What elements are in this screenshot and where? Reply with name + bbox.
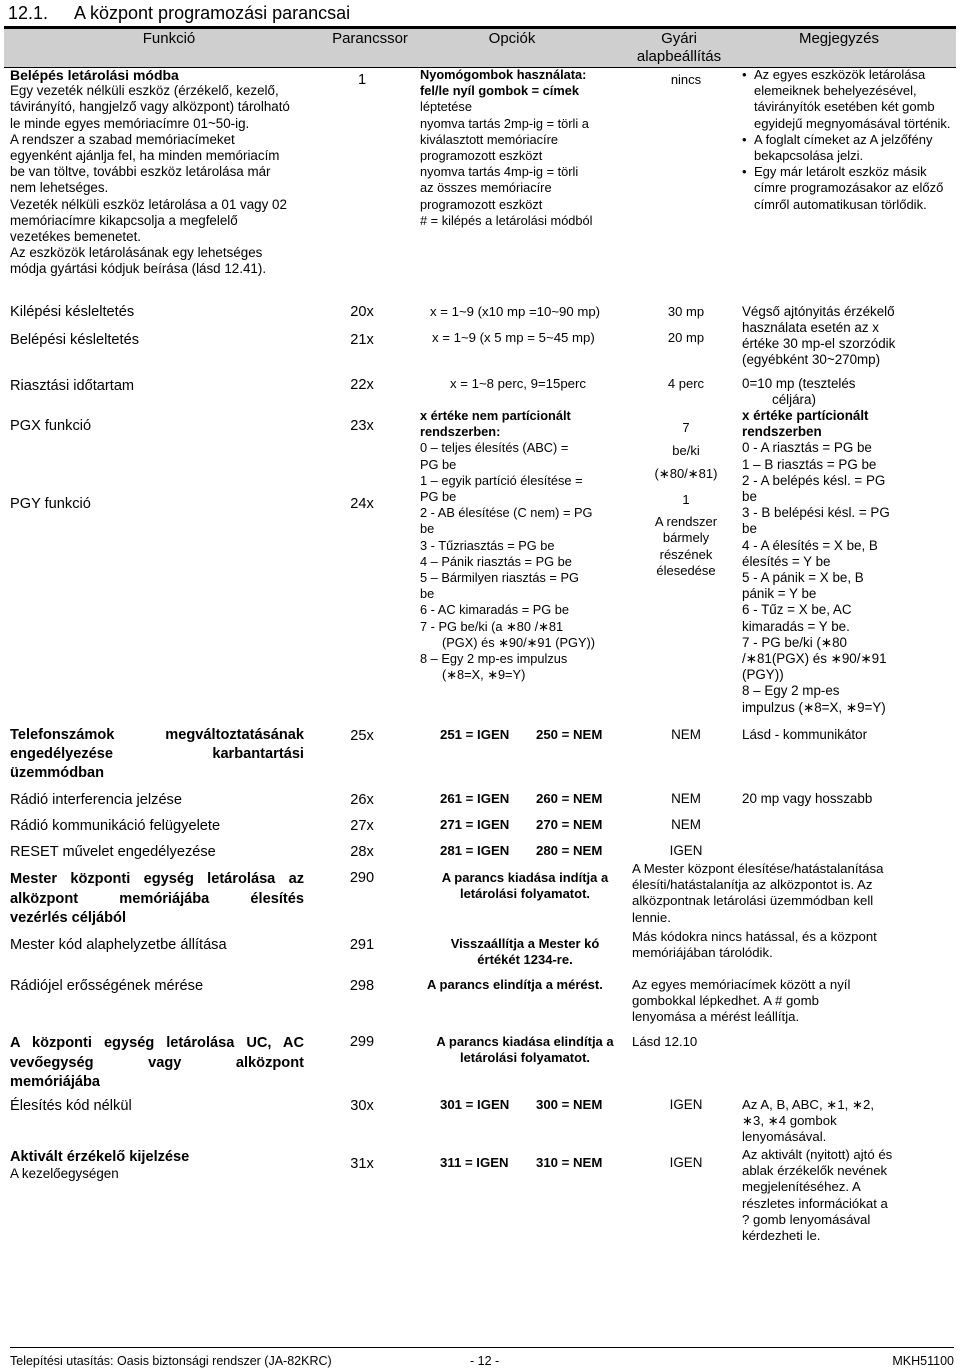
header-megjegyzes: Megjegyzés [798, 30, 880, 47]
row9-option-no: 270 = NEM [536, 817, 603, 832]
row8-command: 26x [350, 792, 374, 808]
row4-options: x = 1~8 perc, 9=15perc [450, 376, 586, 391]
row8-note: 20 mp vagy hosszabb [742, 791, 873, 806]
row1-line: be van töltve, további eszköz letárolása már [10, 164, 271, 180]
row14-title-line: vevőegység vagy alközpont [10, 1054, 304, 1071]
row6-default-line: 1 [682, 492, 690, 507]
row3-command: 21x [350, 332, 374, 348]
row1-note-item: • A foglalt címeket az A jelzőfény bekapcsolása jelzi. [742, 132, 952, 164]
row1-line: nem lehetséges. [10, 180, 109, 196]
row1-line: távirányító, hangjelző vagy alközpont) tárolható [10, 99, 290, 115]
row16-note [742, 1147, 952, 1244]
row5-opt-line: 2 - AB élesítése (C nem) = PG [420, 505, 593, 521]
row11-title-line: Mester központi egység letárolása az [10, 871, 304, 887]
row16-function [10, 1148, 304, 1182]
row11-title-line: alközpont memóriájába élesítés [10, 890, 304, 907]
row16-note-line: ? gomb lenyomásával [742, 1211, 871, 1227]
row1-line: le minde egyes memóriacímre 01~50-ig. [10, 115, 250, 131]
row14-opt-line: A parancs kiadása elindítja a [436, 1034, 614, 1049]
row7-title-word: megváltoztatásának [165, 727, 304, 743]
row11-note-line: alközpontnak letárolási üzemmódban kell [632, 893, 874, 909]
row4-note [742, 376, 952, 408]
footer-document-code: MKH51100 [892, 1354, 954, 1368]
header-opciok: Opciók [488, 30, 536, 47]
row13-note-line: Az egyes memóriacímek között a nyíl [632, 977, 851, 992]
row15-option-yes: 301 = IGEN [440, 1097, 510, 1112]
row1-opt-line: Nyomógombok használata: [420, 67, 587, 82]
row4-title: Riasztási időtartam [10, 378, 135, 394]
row11-opt-line: letárolási folyamatot. [459, 886, 591, 902]
row5-title: PGX funkció [10, 418, 92, 434]
row3-note [742, 320, 952, 369]
row5-note-line: 6 - Tűz = X be, AC [742, 602, 852, 618]
row4-note-line: 0=10 mp (tesztelés [742, 376, 856, 391]
row9-title: Rádió kommunikáció felügyelete [10, 818, 221, 834]
footer-page-number: - 12 - [470, 1354, 500, 1368]
table-header [4, 28, 956, 68]
row5-opt-line: be [420, 521, 435, 537]
row5-options [420, 408, 632, 683]
row6-default-line: A rendszer [654, 514, 718, 530]
row11-options [420, 870, 630, 902]
row5-note-line: x értéke partícionált [742, 408, 869, 423]
row12-command: 291 [349, 937, 375, 953]
row9-default: NEM [671, 817, 701, 832]
row5-note-line: kimaradás = Y be. [742, 618, 850, 634]
header-funkcio: Funkció [142, 30, 196, 47]
row1-note-item: • Az egyes eszközök letárolása elemeiknek behelyezésével, távirányítók esetében két gomb egyidejű megnyomásával történik. [742, 67, 952, 132]
row5-opt-line: (PGX) és ∗90/∗91 (PGY)) [442, 634, 596, 650]
row11-title [10, 870, 304, 929]
row16-subtitle: A kezelőegységen [10, 1166, 119, 1181]
row12-note-line: Más kódokra nincs hatással, és a központ [632, 929, 877, 944]
row16-default: IGEN [669, 1155, 703, 1170]
row1-line: egyenként ajánlja fel, ha minden memóriacím [10, 148, 280, 164]
row1-note-item: • Egy már letárolt eszköz másik címre programozásakor az előző címről automatikusan törlődik. [742, 164, 952, 213]
row7-title [10, 726, 304, 783]
row13-title: Rádiójel erősségének mérése [10, 978, 204, 994]
row2-command: 20x [350, 304, 374, 320]
row1-opt-line: nyomva tartás 2mp-ig = törli a [420, 115, 589, 131]
row8-option-yes: 261 = IGEN [440, 791, 510, 806]
section-number: 12.1. [8, 3, 49, 23]
row10-default: IGEN [669, 843, 703, 858]
row2-note: Végső ajtónyitás érzékelő [742, 304, 895, 319]
row1-opt-line: fel/le nyíl gombok = címek [420, 83, 579, 99]
row1-command: 1 [357, 72, 367, 88]
row5-default-line: be/ki [672, 443, 700, 458]
row13-command: 298 [349, 978, 375, 994]
row2-options: x = 1~9 (x10 mp =10~90 mp) [430, 304, 601, 319]
row15-note [742, 1097, 952, 1146]
row1-line: vezetékes bemenetet. [10, 229, 142, 245]
row1-opt-line: az összes memóriacíre [420, 180, 552, 196]
row1-title: Belépés letárolási módba [10, 67, 179, 83]
row1-notes [742, 67, 952, 213]
row16-option-yes: 311 = IGEN [440, 1155, 509, 1170]
row1-line: Vezeték nélküli eszköz letárolása a 01 vagy 02 [10, 196, 287, 212]
row5-opt-line: 1 – egyik partíció élesítése = [420, 472, 583, 488]
row13-note-line: lenyomása a mérést leállítja. [632, 1009, 800, 1025]
row5-opt-line: PG be [420, 489, 457, 505]
row12-note [632, 929, 898, 961]
row12-title: Mester kód alaphelyzetbe állítása [10, 937, 227, 953]
row3-default: 20 mp [667, 330, 705, 345]
footer-document-title: Telepítési utasítás: Oasis biztonsági rendszer (JA-82KRC) [10, 1354, 332, 1368]
section-heading [4, 2, 956, 28]
row12-options [420, 936, 630, 968]
row1-line: módja gyártási kódjuk beírása (lásd 12.41). [10, 261, 267, 277]
row5-opt-line: 8 – Egy 2 mp-es impulzus [420, 651, 568, 667]
row1-opt-line: programozott eszközt [420, 196, 543, 212]
row5-note-line: be [742, 521, 757, 537]
page-footer [10, 1347, 954, 1368]
row10-option-yes: 281 = IGEN [440, 843, 510, 858]
row14-note: Lásd 12.10 [632, 1034, 698, 1049]
row3-title: Belépési késleltetés [10, 332, 139, 348]
section-title: A központ programozási parancsai [74, 3, 351, 23]
row7-title-word: üzemmódban [10, 765, 105, 781]
row5-note-line: impulzus (∗8=X, ∗9=Y) [742, 699, 886, 715]
row15-command: 30x [350, 1098, 374, 1114]
row5-opt-line: 4 – Pánik riasztás = PG be [420, 553, 572, 569]
row5-default-line: 7 [682, 420, 690, 435]
row15-default: IGEN [669, 1097, 703, 1112]
row5-opt-line: be [420, 586, 435, 602]
row3-options: x = 1~9 (x 5 mp = 5~45 mp) [432, 330, 595, 345]
row1-line: Egy vezeték nélküli eszköz (érzékelő, kezelő, [10, 83, 279, 99]
row5-note-line: 7 - PG be/ki (∗80 [742, 634, 847, 650]
row16-note-line: megjelenítéséhez. A [742, 1179, 861, 1195]
row7-command: 25x [350, 728, 374, 744]
row1-line: A rendszer a szabad memóriacímeket [10, 131, 235, 147]
row11-opt-line: A parancs kiadása indítja a [441, 870, 609, 885]
row5-note-line: 0 - A riasztás = PG be [742, 440, 872, 456]
row15-note-line: ∗3, ∗4 gombok [742, 1113, 837, 1129]
row7-default: NEM [671, 727, 701, 742]
row5-opt-line: 6 - AC kimaradás = PG be [420, 602, 570, 618]
row1-options [420, 67, 632, 229]
row5-opt-line: PG be [420, 456, 457, 472]
row1-line: memóriacímre kikapcsolja a megfelelő [10, 212, 238, 228]
row14-title-line: memóriájába [10, 1074, 101, 1090]
row12-opt-line: értékét 1234-re. [477, 952, 573, 968]
row5-command: 23x [350, 418, 374, 434]
row11-note-line: A Mester központ élesítése/hatástalanítása [632, 861, 884, 876]
row7-note: Lásd - kommunikátor [742, 727, 868, 742]
row1-opt-line: programozott eszközt [420, 148, 543, 164]
row11-title-line: vezérlés céljából [10, 910, 127, 926]
row5-opt-line: 7 - PG be/ki (a ∗80 /∗81 [420, 618, 564, 634]
row5-note-line: élesítés = Y be [742, 553, 831, 569]
row6-default-line: élesedése [656, 562, 716, 578]
header-gyari: Gyári alapbeállítás [636, 30, 722, 65]
row6-default-line: részének [659, 546, 713, 562]
row13-note-line: gombokkal lépkedhet. A # gomb [632, 993, 819, 1009]
row15-option-no: 300 = NEM [536, 1097, 603, 1112]
row6-default-line: bármely [662, 530, 710, 546]
row1-opt-line: kiválasztott memóriacíre [420, 131, 558, 147]
row16-note-line: részletes információkat a [742, 1195, 888, 1211]
row15-note-line: Az A, B, ABC, ∗1, ∗2, [742, 1097, 875, 1112]
row16-title: Aktivált érzékelő kijelzése [10, 1149, 190, 1165]
row7-title-word: karbantartási [212, 746, 304, 762]
row6-title: PGY funkció [10, 496, 91, 512]
row14-title [10, 1034, 304, 1093]
row14-title-line: A központi egység letárolása UC, AC [10, 1035, 304, 1051]
row5-note-line: 3 - B belépési késl. = PG [742, 505, 890, 521]
header-parancssor: Parancssor [332, 30, 408, 47]
row4-command: 22x [350, 377, 374, 393]
row13-options: A parancs elindítja a mérést. [427, 977, 603, 992]
row14-options [420, 1034, 630, 1066]
row5-note-line: 2 - A belépés késl. = PG [742, 472, 886, 488]
row8-default: NEM [671, 791, 701, 806]
row1-opt-line: nyomva tartás 4mp-ig = törli [420, 164, 579, 180]
row5-opt-line: (∗8=X, ∗9=Y) [442, 667, 526, 683]
row16-note-line: Az aktivált (nyitott) ajtó és [742, 1147, 893, 1162]
row5-note-line: (PGY)) [742, 667, 784, 683]
row5-opt-line: x értéke nem partícionált [420, 408, 571, 423]
row10-title: RESET művelet engedélyezése [10, 844, 216, 860]
row3-note-line: használata esetén az x [742, 320, 879, 335]
row8-title: Rádió interferencia jelzése [10, 792, 182, 808]
row16-option-no: 310 = NEM [536, 1155, 603, 1170]
row5-note-line: 1 – B riasztás = PG be [742, 456, 877, 472]
row5-note-line: 8 – Egy 2 mp-es [742, 683, 840, 699]
row9-command: 27x [350, 818, 374, 834]
row5-note-line: /∗81(PGX) és ∗90/∗91 [742, 651, 887, 667]
row5-default [636, 416, 736, 485]
row15-title: Élesítés kód nélkül [10, 1098, 132, 1114]
row10-command: 28x [350, 844, 374, 860]
row1-default: nincs [670, 72, 702, 87]
row3-note-line: értéke 30 mp-el szorzódik [742, 336, 896, 352]
row1-function [10, 67, 304, 278]
row5-opt-line: rendszerben: [420, 424, 501, 440]
row4-note-line: céljára) [772, 392, 816, 408]
row5-note-line: pánik = Y be [742, 586, 817, 602]
row7-option-no: 250 = NEM [536, 727, 603, 742]
row13-note [632, 977, 898, 1026]
row16-note-line: ablak érzékelők nevének [742, 1163, 888, 1179]
row14-opt-line: letárolási folyamatot. [459, 1050, 591, 1066]
row1-line: Az eszközök letárolásának egy lehetséges [10, 245, 263, 261]
row12-opt-line: Visszaállítja a Mester kó [450, 936, 600, 951]
row4-default: 4 perc [667, 376, 705, 391]
row7-title-word: engedélyezése [10, 746, 114, 762]
row7-title-word: Telefonszámok [10, 727, 115, 743]
row5-note-line: 5 - A pánik = X be, B [742, 570, 864, 586]
row5-opt-line: 5 – Bármilyen riasztás = PG [420, 570, 579, 586]
row11-note-line: lennie. [632, 909, 671, 925]
row10-option-no: 280 = NEM [536, 843, 603, 858]
row5-note-line: rendszerben [742, 424, 822, 440]
row2-title: Kilépési késleltetés [10, 304, 135, 320]
row11-command: 290 [349, 870, 375, 886]
row12-note-line: memóriájában tárolódik. [632, 945, 773, 961]
row2-default: 30 mp [667, 304, 705, 319]
row15-note-line: lenyomásával. [742, 1129, 827, 1145]
row5-note-line: 4 - A élesítés = X be, B [742, 537, 878, 553]
row7-option-yes: 251 = IGEN [440, 727, 510, 742]
row5-note-line: be [742, 489, 757, 505]
row1-opt-line: # = kilépés a letárolási módból [420, 212, 593, 228]
row5-default-line: (∗80/∗81) [654, 466, 718, 481]
row6-command: 24x [350, 496, 374, 512]
row11-note-line: élesíti/hatástalanítja az alközpontot is. Az [632, 877, 873, 893]
row3-note-line: (egyébként 30~270mp) [742, 352, 881, 368]
row5-opt-line: 0 – teljes élesítés (ABC) = [420, 440, 569, 456]
row16-note-line: kérdezheti le. [742, 1228, 821, 1244]
row5-notes [742, 408, 952, 716]
row8-option-no: 260 = NEM [536, 791, 603, 806]
row16-command: 31x [350, 1156, 374, 1172]
row6-default [636, 492, 736, 579]
row14-command: 299 [349, 1034, 375, 1050]
row9-option-yes: 271 = IGEN [440, 817, 510, 832]
row1-opt-line: léptetése [420, 99, 472, 115]
row11-note [632, 861, 898, 926]
row5-opt-line: 3 - Tűzriasztás = PG be [420, 537, 555, 553]
